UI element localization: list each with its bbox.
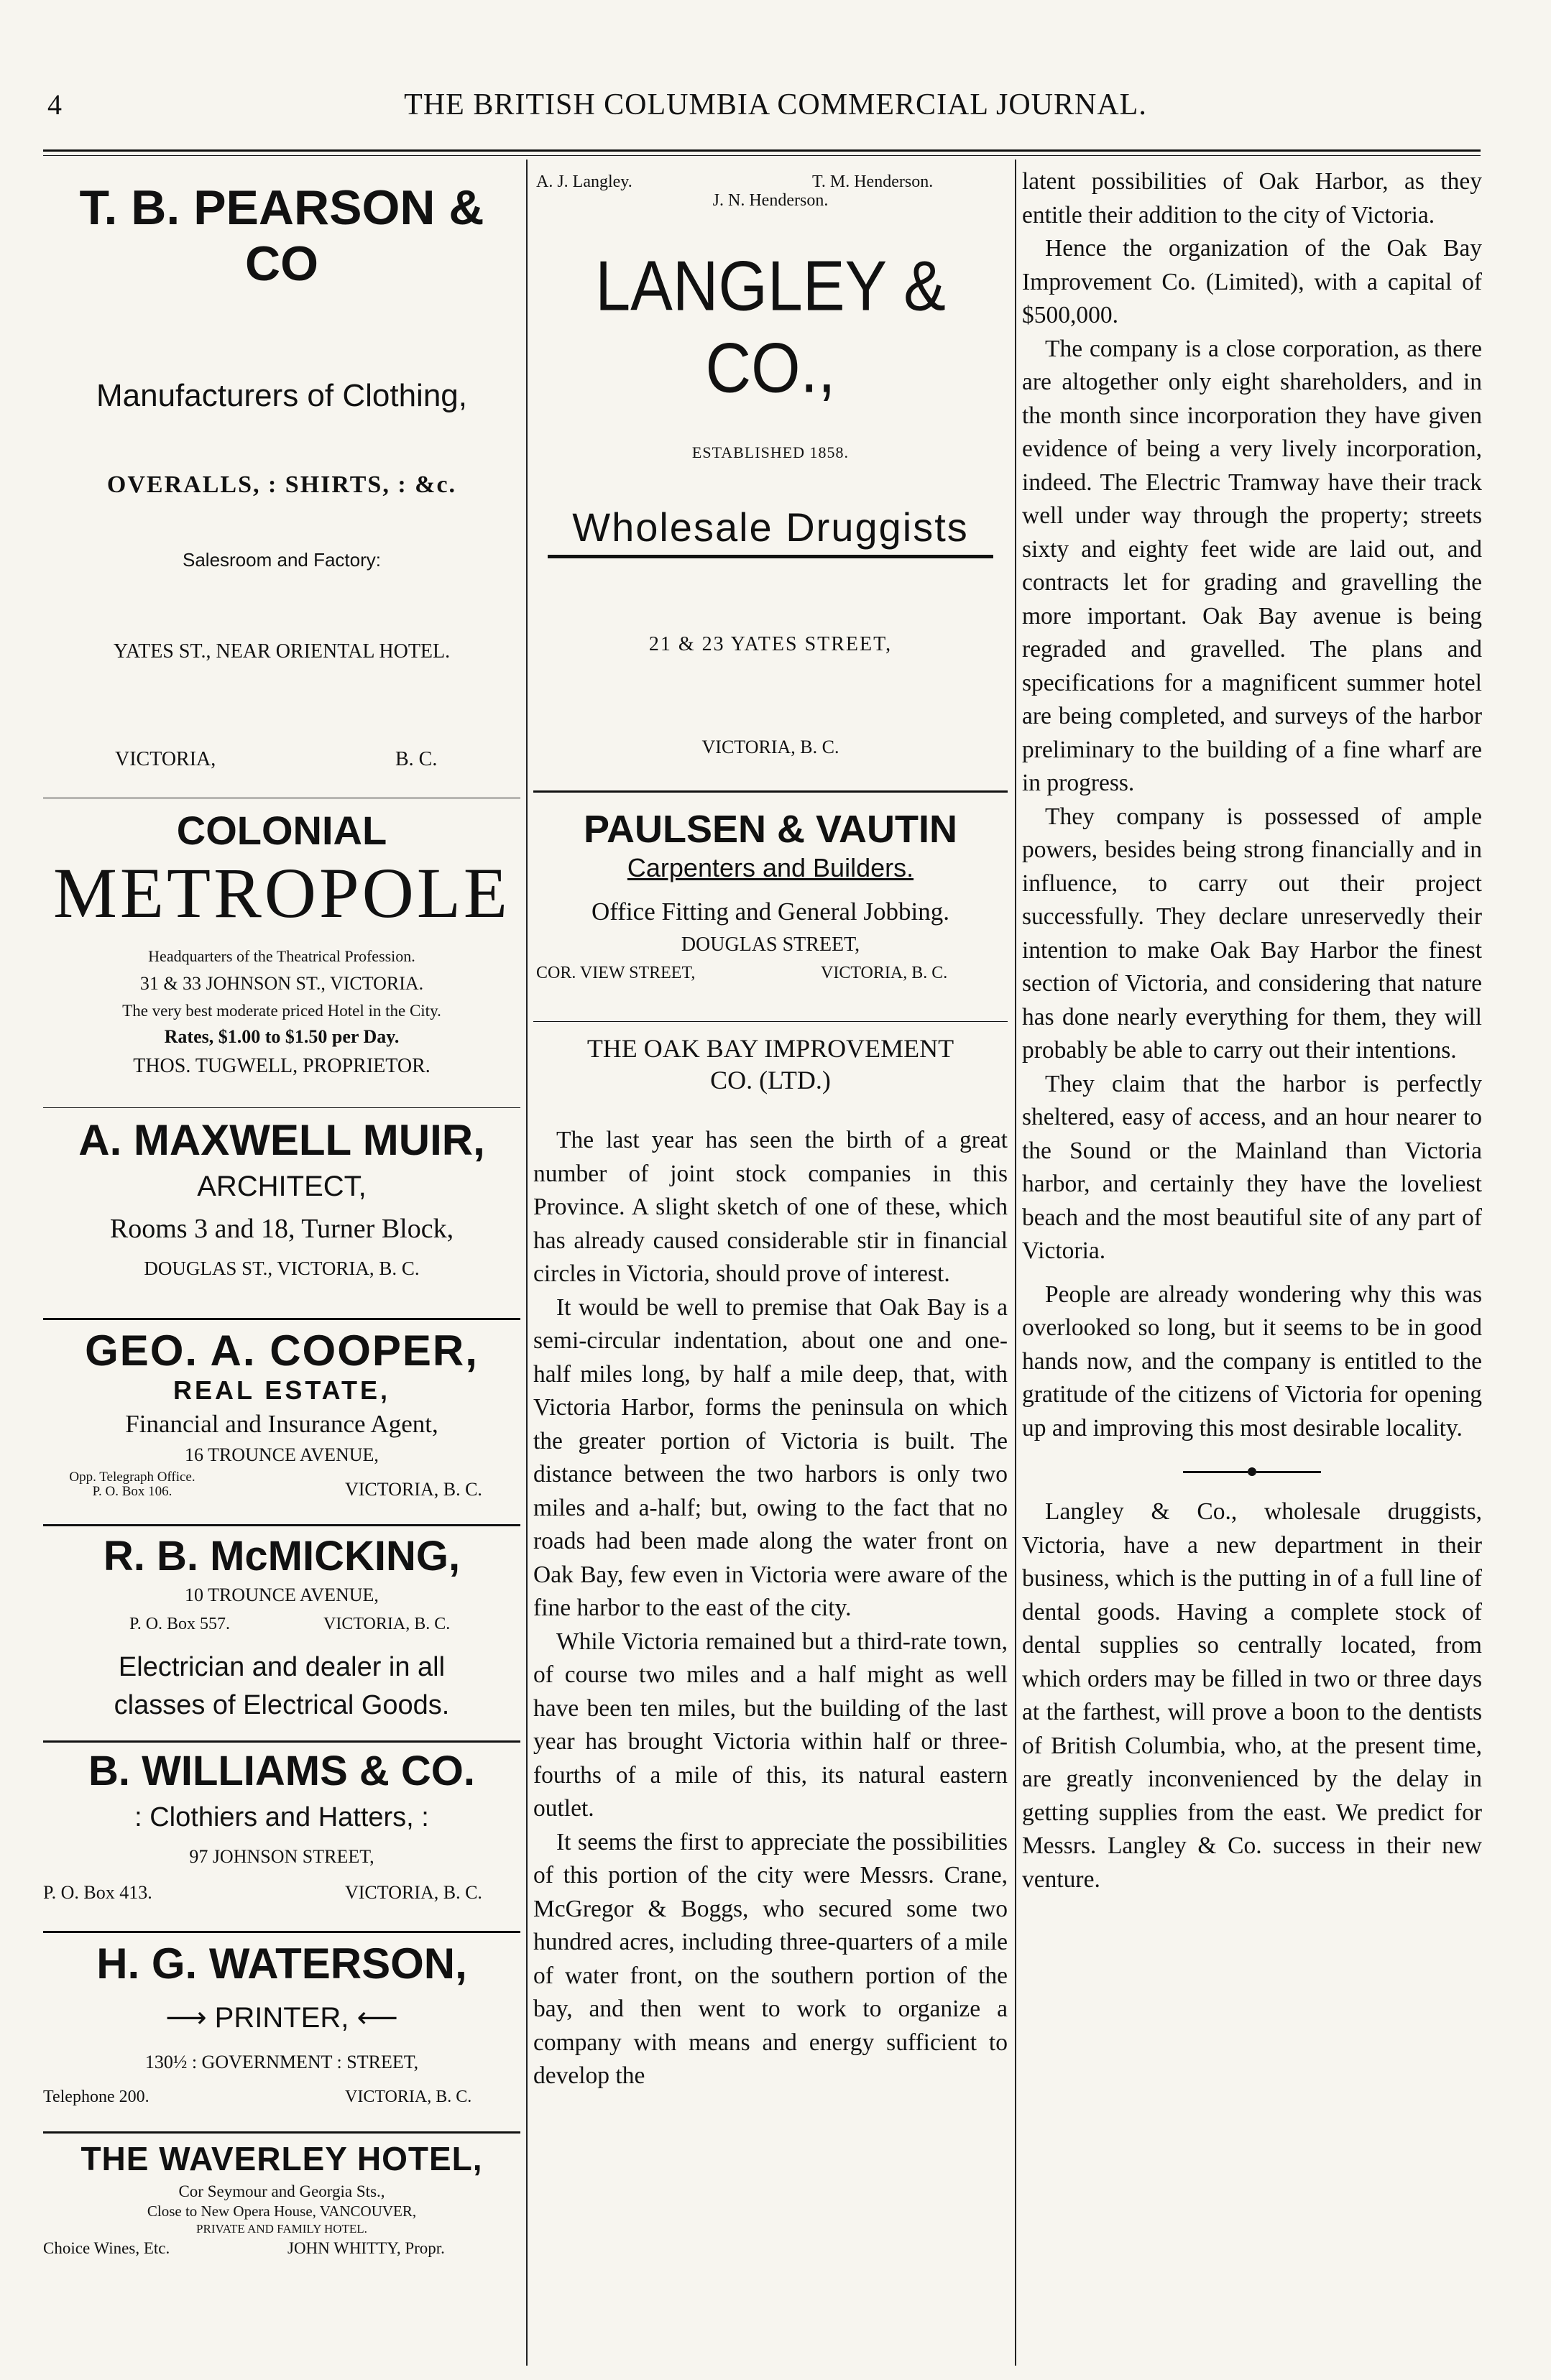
ad-langley-established: ESTABLISHED 1858.: [691, 443, 850, 461]
ad-cooper-line: Financial and Insurance Agent,: [125, 1410, 438, 1438]
ad-langley-name: LANGLEY & CO.,: [595, 245, 946, 407]
ad-pearson-line: YATES ST., NEAR ORIENTAL HOTEL.: [113, 640, 451, 663]
ad-waterson: [43, 1939, 520, 2131]
journal-title: THE BRITISH COLUMBIA COMMERCIAL JOURNAL.: [404, 88, 1147, 121]
ad-waterson-city: VICTORIA, B. C.: [345, 2088, 472, 2106]
ad-langley-partner: T. M. Henderson.: [812, 172, 934, 191]
ornament-left-icon: ⟶: [165, 2002, 215, 2034]
ad-waverley-line: Close to New Opera House, VANCOUVER,: [147, 2203, 417, 2220]
column-divider: [526, 160, 528, 2366]
middle-column: [533, 160, 1008, 2366]
ad-divider: [43, 1107, 520, 1108]
ad-langley: [533, 172, 1008, 790]
ad-paulsen-city: VICTORIA, B. C.: [821, 964, 948, 982]
article-paragraph: While Victoria remained but a third-rate town, of course two miles and a half might as well have been ten miles, but the building of the last year has brought Victoria within half or three-fourths of a mile of this, its natural eastern outlet.: [533, 1628, 1008, 1822]
ad-divider: [43, 1318, 520, 1320]
ad-pearson-province: B. C.: [395, 748, 438, 770]
ad-pearson: [43, 180, 520, 798]
ad-langley-partner: J. N. Henderson.: [712, 191, 829, 210]
ad-waterson-name: H. G. WATERSON,: [96, 1939, 467, 1988]
ad-divider: [43, 1524, 520, 1526]
article-continued: [1022, 165, 1482, 1445]
advertisements-column: [43, 160, 520, 2366]
ad-muir: [43, 1115, 520, 1318]
ad-mcmicking-line: Electrician and dealer in all: [118, 1652, 446, 1682]
ad-waverley: [43, 2139, 520, 2276]
ad-cooper-note: Opp. Telegraph Office.: [69, 1470, 195, 1485]
article-paragraph: The last year has seen the birth of a great number of joint stock companies in this Province. A slight sketch of one of these, which has already caused considerable stir in financial circles in Victoria, should prove of interest.: [533, 1127, 1008, 1287]
ad-waverley-name: THE WAVERLEY HOTEL,: [80, 2140, 483, 2177]
article-paragraph: Hence the organization of the Oak Bay Improvement Co. (Limited), with a capital of $500,000.: [1022, 235, 1482, 328]
article-paragraph: latent possibilities of Oak Harbor, as they entitle their addition to the city of Victoria.: [1022, 168, 1482, 229]
trade-underline: [548, 555, 993, 558]
ad-williams-name: B. WILLIAMS & CO.: [88, 1748, 476, 1794]
article-paragraph: People are already wondering why this was overlooked so long, but it seems to be in good hands now, and the company is entitled to the gratitude of the citizens of Victoria for opening up and improving this most desirable locality.: [1022, 1281, 1482, 1442]
column-divider: [1015, 160, 1016, 2366]
ad-paulsen-name: PAULSEN & VAUTIN: [583, 808, 957, 851]
ad-pearson-line: OVERALLS, : SHIRTS, : &c.: [106, 471, 457, 498]
news-paragraph: Langley & Co., wholesale druggists, Victoria, have a new department in their business, which is the putting in of a full line of dental goods. Having a complete stock of dental supplies so centrally located, from which orders may be filled in two or three days at the farthest, will prove a boon to the dentists of British Columbia, who, at the present time, are greatly inconvenienced by the delay in getting supplies from the east. We predict for Messrs. Langley & Co. success in their new venture.: [1022, 1498, 1482, 1893]
ad-muir-line: Rooms 3 and 18, Turner Block,: [109, 1214, 454, 1244]
ad-pearson-city: VICTORIA,: [115, 748, 216, 770]
ad-paulsen: [533, 807, 1008, 1021]
ad-metropole-line: 31 & 33 JOHNSON ST., VICTORIA.: [139, 973, 424, 994]
news-item: [1022, 1495, 1482, 1896]
ad-divider: [533, 790, 1008, 793]
ad-metropole: [43, 807, 520, 1107]
ad-cooper-name: GEO. A. COOPER,: [85, 1327, 479, 1375]
ad-muir-name: A. MAXWELL MUIR,: [78, 1116, 485, 1164]
ad-cooper: [43, 1326, 520, 1524]
ad-waverley-proprietor: JOHN WHITTY, Propr.: [287, 2239, 445, 2257]
ad-cooper-line: 16 TROUNCE AVENUE,: [185, 1444, 379, 1465]
ad-paulsen-line: DOUGLAS STREET,: [681, 933, 860, 956]
article-oak-bay: [533, 1033, 1008, 2093]
ad-divider: [43, 2131, 520, 2134]
ad-muir-line: DOUGLAS ST., VICTORIA, B. C.: [144, 1258, 420, 1279]
article-paragraph: It would be well to premise that Oak Bay is a semi-circular indentation, about one and one-half miles long, by half a mile deep, that, with Victoria Harbor, forms the peninsula on which the greater portion of Victoria is built. The distance between the two harbors is only two miles and a-half; but, owing to the fact that no roads had been made along the water front on Oak Bay, few even in Victoria were aware of the fine harbor to the east of the city.: [533, 1293, 1008, 1621]
ad-paulsen-corner: COR. VIEW STREET,: [536, 964, 696, 982]
article-body: [533, 1124, 1008, 2093]
ad-mcmicking-box: P. O. Box 557.: [129, 1615, 231, 1633]
ad-pearson-line: Salesroom and Factory:: [182, 549, 381, 571]
ornament-right-icon: ⟵: [356, 2002, 398, 2034]
article-heading: CO. (LTD.): [710, 1066, 831, 1094]
ad-metropole-line: The very best moderate priced Hotel in the City.: [122, 1002, 441, 1020]
page-header: [0, 88, 1551, 131]
ad-langley-address: 21 & 23 YATES STREET,: [648, 633, 893, 655]
ad-williams-line: 97 JOHNSON STREET,: [189, 1846, 374, 1867]
ad-mcmicking-city: VICTORIA, B. C.: [323, 1615, 451, 1633]
ad-pearson-name: T. B. PEARSON & CO: [79, 180, 484, 291]
ad-divider: [533, 1021, 1008, 1022]
ad-waverley-note: Choice Wines, Etc.: [43, 2239, 170, 2257]
ad-williams-city: VICTORIA, B. C.: [345, 1882, 482, 1903]
article-heading: THE OAK BAY IMPROVEMENT: [586, 1034, 954, 1063]
ad-waverley-line: PRIVATE AND FAMILY HOTEL.: [196, 2222, 367, 2236]
ad-muir-title: ARCHITECT,: [197, 1171, 367, 1202]
ad-divider: [43, 1931, 520, 1933]
ad-langley-city: VICTORIA, B. C.: [701, 737, 839, 757]
ad-metropole-line: Rates, $1.00 to $1.50 per Day.: [164, 1026, 400, 1047]
header-rule-thin: [43, 155, 1481, 156]
ad-waverley-line: Cor Seymour and Georgia Sts.,: [178, 2182, 385, 2200]
ad-paulsen-line: Carpenters and Builders.: [627, 853, 914, 882]
article-paragraph: They claim that the harbor is perfectly sheltered, easy of access, and an hour nearer to the Sound or the Mainland than Victoria harbor, and certainly they have the loveliest beach and the most beautiful site of any part of Victoria.: [1022, 1070, 1482, 1264]
ad-langley-partner: A. J. Langley.: [536, 172, 632, 191]
ad-mcmicking-line: 10 TROUNCE AVENUE,: [185, 1585, 379, 1605]
article-paragraph: They company is possessed of ample powers, besides being strong financially and in influence, to carry out their project successfully. They declare unreservedly their intention to make Oak Bay Harbor the finest section of Victoria, and considering that nature has done nearly everything for them, they will probably be able to carry out their intentions.: [1022, 803, 1482, 1064]
ad-cooper-box: P. O. Box 106.: [92, 1484, 172, 1499]
ad-langley-trade: Wholesale Druggists: [572, 504, 969, 550]
ad-metropole-line: Headquarters of the Theatrical Profession.: [148, 947, 415, 965]
ad-pearson-line: Manufacturers of Clothing,: [96, 378, 468, 413]
right-column: [1022, 160, 1482, 2366]
ad-metropole-title: COLONIAL: [176, 808, 387, 853]
ad-cooper-title: REAL ESTATE,: [172, 1375, 391, 1405]
ad-metropole-line: THOS. TUGWELL, PROPRIETOR.: [133, 1055, 431, 1077]
ad-cooper-city: VICTORIA, B. C.: [345, 1479, 482, 1500]
ad-williams-box: P. O. Box 413.: [43, 1882, 152, 1903]
ad-divider: [43, 1740, 520, 1743]
article-paragraph: It seems the first to appreciate the possibilities of this portion of the city were Messrs. Crane, McGregor & Boggs, who secured some two hundred acres, including three-quarters of a mile of water front, on the southern portion of the bay, and then went to work to organize a company with means and energy sufficient to develop the: [533, 1828, 1008, 2089]
ad-waterson-title: PRINTER,: [214, 2002, 349, 2034]
header-rule: [43, 149, 1481, 152]
page-number: 4: [47, 88, 62, 121]
section-separator: [1022, 1458, 1482, 1482]
ad-metropole-title: METROPOLE: [53, 853, 510, 933]
ad-paulsen-line: Office Fitting and General Jobbing.: [592, 898, 949, 926]
ad-waterson-line: 130½ : GOVERNMENT : STREET,: [144, 2052, 419, 2072]
ad-mcmicking-line: classes of Electrical Goods.: [114, 1690, 450, 1720]
ad-williams: [43, 1747, 520, 1931]
ad-waterson-phone: Telephone 200.: [43, 2088, 149, 2106]
ad-mcmicking: [43, 1532, 520, 1740]
ad-mcmicking-name: R. B. McMICKING,: [103, 1533, 461, 1579]
ad-williams-line: : Clothiers and Hatters, :: [134, 1802, 429, 1832]
article-paragraph: The company is a close corporation, as there are altogether only eight shareholders, and in the month since incorporation they have given evidence of being a very lively incorporation, indeed. The Electric Tramway have their track well under way through the property; streets sixty and eighty feet wide are laid out, and contracts let for grading and gravelling the more important. Oak Bay avenue is being regraded and gravelled. The plans and specifications for a magnificent summer hotel are being completed, and surveys of the harbor preliminary to the building of a fine wharf are in progress.: [1022, 335, 1482, 796]
